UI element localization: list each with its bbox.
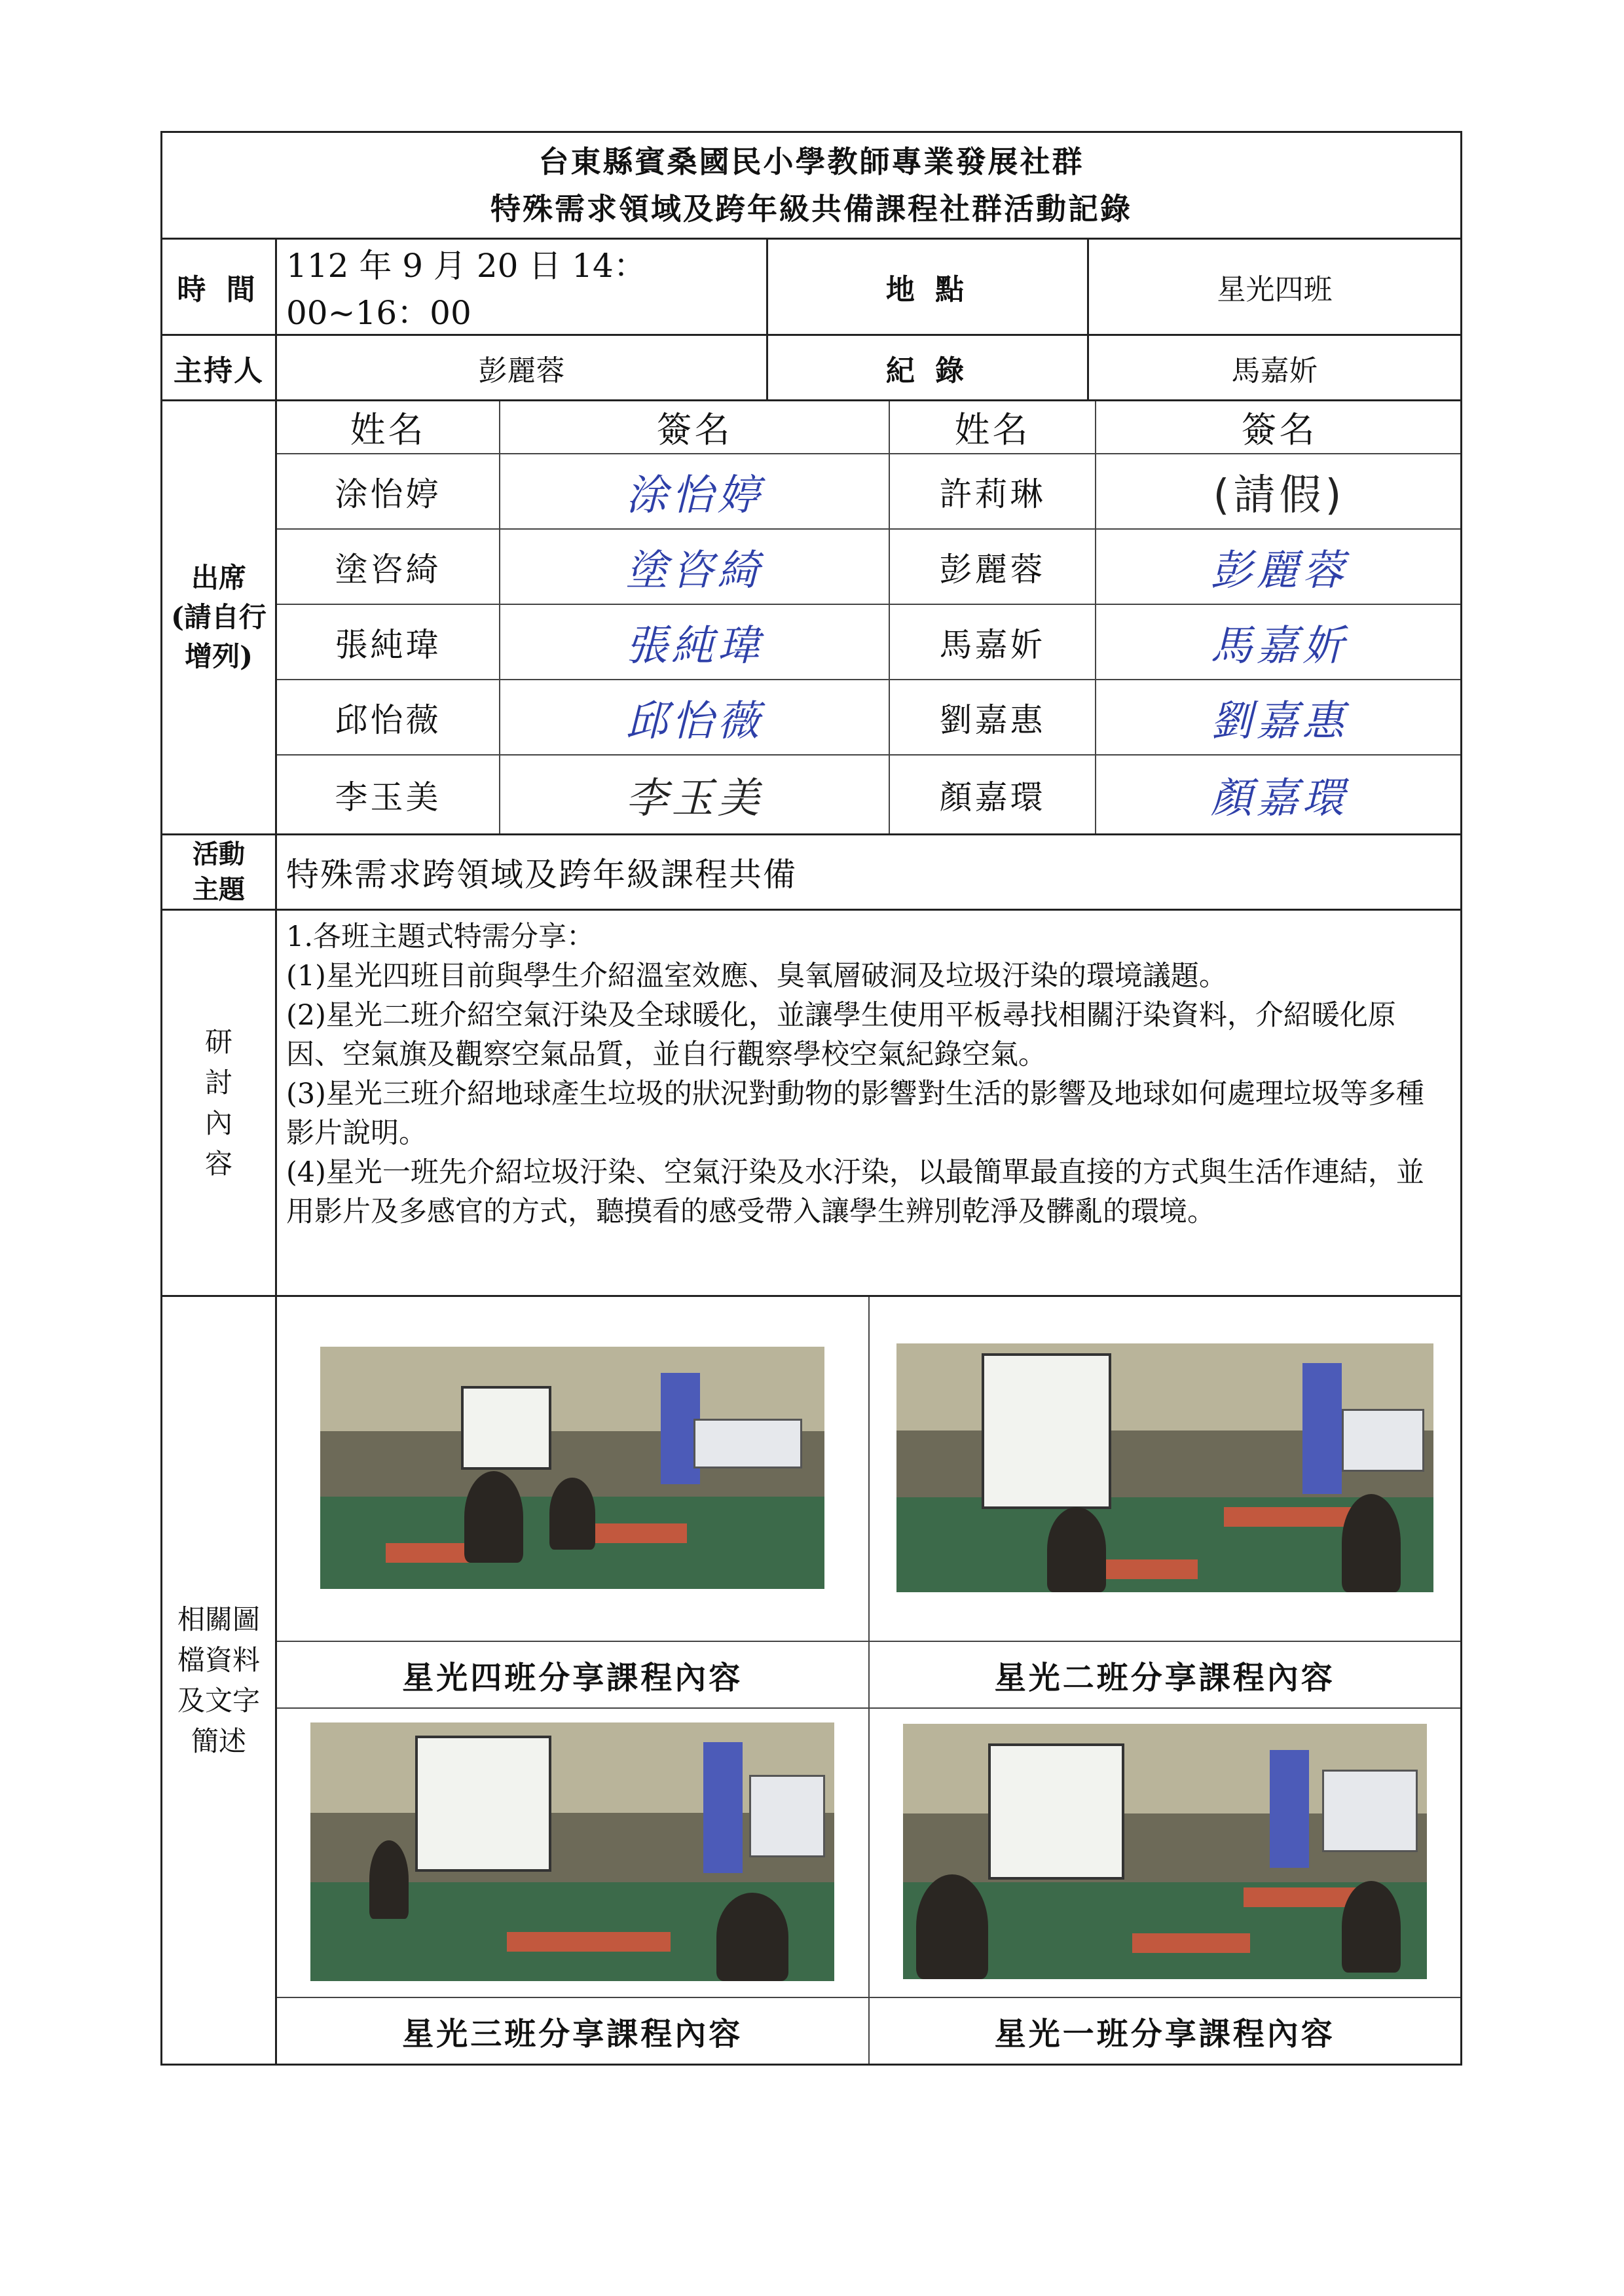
discussion-label: 研 討 內 容 [162,910,276,1296]
attendee-name: 張純瑋 [277,604,500,680]
signature: 張純瑋 [500,604,889,680]
attendance-row [277,529,1462,604]
attendee-name: 塗咨綺 [277,529,500,604]
location-label: 地 點 [767,239,1088,335]
attendance-table [277,401,1462,833]
photo-caption: 星光三班分享課程內容 [277,1997,869,2064]
activity-record-form [160,131,1462,2066]
classroom-photo-2 [896,1343,1433,1592]
photo-caption: 星光四班分享課程內容 [277,1641,869,1708]
discussion-paragraph: (2)星光二班介紹空氣汙染及全球暖化，並讓學生使用平板尋找相關汙染資料，介紹暖化原因、空氣旗及觀察空氣品質，並自行觀察學校空氣紀錄空氣。 [286,999,1396,1071]
classroom-photo-4 [903,1724,1427,1979]
photo-caption: 星光一班分享課程內容 [869,1997,1461,2064]
time-label: 時 間 [162,239,276,335]
attendee-name: 許莉琳 [889,454,1096,529]
col-header-name: 姓名 [277,401,500,454]
discussion-content [276,910,1462,1296]
attendee-name: 劉嘉惠 [889,680,1096,755]
col-header-sign: 簽名 [500,401,889,454]
signature: 塗咨綺 [500,529,889,604]
photo-grid [277,1297,1460,2064]
host-value: 彭麗蓉 [276,335,767,401]
attendance-label: 出席 (請自行 增列) [162,401,276,835]
signature: 涂怡婷 [500,454,889,529]
attendance-row [277,454,1462,529]
recorder-label: 紀 錄 [767,335,1088,401]
topic-value: 特殊需求跨領域及跨年級課程共備 [276,835,1462,910]
classroom-photo-3 [310,1722,834,1981]
photo-slot [277,1297,869,1641]
location-value: 星光四班 [1088,239,1462,335]
signature: 邱怡薇 [500,680,889,755]
discussion-paragraph: (3)星光三班介紹地球產生垃圾的狀況對動物的影響對生活的影響及地球如何處理垃圾等多種影片說明。 [286,1078,1424,1150]
photo-caption: 星光二班分享課程內容 [869,1641,1461,1708]
classroom-photo-1 [320,1347,824,1589]
signature: 劉嘉惠 [1096,680,1462,755]
attendee-name: 李玉美 [277,755,500,833]
photos-cell [276,1296,1462,2065]
attendance-row [277,680,1462,755]
attendance-row [277,604,1462,680]
recorder-value: 馬嘉妡 [1088,335,1462,401]
discussion-paragraph: (1)星光四班目前與學生介紹溫室效應、臭氧層破洞及垃圾汙染的環境議題。 [286,960,1227,993]
signature: 彭麗蓉 [1096,529,1462,604]
attendee-name: 涂怡婷 [277,454,500,529]
signature: 顏嘉環 [1096,755,1462,833]
signature: (請假) [1096,454,1462,529]
photo-slot [869,1297,1461,1641]
signature: 李玉美 [500,755,889,833]
attendee-name: 馬嘉妡 [889,604,1096,680]
attendee-name: 邱怡薇 [277,680,500,755]
attendance-row [277,755,1462,833]
attendee-name: 顏嘉環 [889,755,1096,833]
school-community-title: 台東縣賓桑國民小學教師專業發展社群 [538,144,1084,179]
photos-label: 相關圖 檔資料 及文字 簡述 [162,1296,276,2065]
signature: 馬嘉妡 [1096,604,1462,680]
topic-label: 活動 主題 [162,835,276,910]
attendee-name: 彭麗蓉 [889,529,1096,604]
photo-slot [869,1708,1461,1997]
attendance-table-cell [276,401,1462,835]
discussion-paragraph: 1.各班主題式特需分享： [286,920,595,953]
host-label: 主持人 [162,335,276,401]
time-value: 112 年 9 月 20 日 14：00~16：00 [276,239,767,335]
activity-record-title: 特殊需求領域及跨年級共備課程社群活動記錄 [490,191,1133,227]
photo-slot [277,1708,869,1997]
col-header-name: 姓名 [889,401,1096,454]
discussion-paragraph: (4)星光一班先介紹垃圾汙染、空氣汙染及水汙染，以最簡單最直接的方式與生活作連結，並用影片及多感官的方式，聽摸看的感受帶入讓學生辨別乾淨及髒亂的環境。 [286,1156,1424,1228]
form-title [162,132,1462,239]
col-header-sign: 簽名 [1096,401,1462,454]
